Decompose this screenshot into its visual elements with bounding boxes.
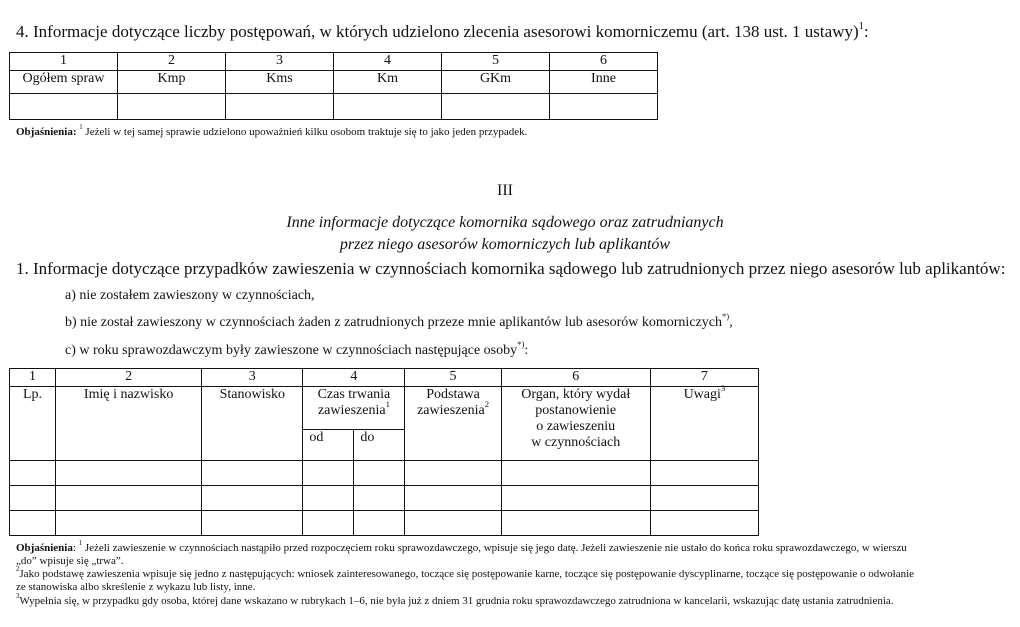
note-text: Jeżeli w tej samej sprawie udzielono upoważnień kilku osobom traktuje się to jako jeden przypadek. — [85, 126, 528, 138]
note-3-sup: 3 — [16, 593, 20, 601]
col-number: 2 — [118, 53, 226, 71]
input-cell[interactable] — [405, 461, 501, 486]
note-1-sup: 1 — [78, 540, 83, 548]
input-cell[interactable] — [56, 486, 202, 511]
input-cell-km[interactable] — [334, 94, 442, 120]
input-cell[interactable] — [56, 511, 202, 536]
suspensions-table — [9, 368, 759, 536]
header-organ-line-1: Organ, który wydał — [521, 387, 631, 402]
notes-label-colon: : — [72, 542, 76, 554]
header-to: do — [354, 430, 405, 461]
input-cell[interactable] — [354, 511, 405, 536]
header-kms: Kms — [226, 71, 334, 94]
section-4-heading-text: 4. Informacje dotyczące liczby postępowań, w których udzielono zlecenia asesorowi komorniczemu (art. 138 ust. 1 ustawy) — [16, 22, 859, 41]
header-basis-sup: 2 — [484, 399, 490, 410]
header-basis-line-1: Podstawa — [426, 387, 480, 402]
section-subtitle-line-1: Inne informacje dotyczące komornika sądowego oraz zatrudnianych — [286, 214, 724, 231]
input-cell-other[interactable] — [550, 94, 658, 120]
option-a: a) nie zostałem zawieszony w czynnościach, — [65, 288, 315, 303]
input-cell[interactable] — [501, 511, 650, 536]
input-row — [10, 94, 658, 120]
input-row — [10, 461, 759, 486]
header-duration-line-2 — [303, 399, 404, 419]
col-number: 1 — [10, 53, 118, 71]
option-c-text: c) w roku sprawozdawczym były zawieszone w czynnościach następujące osoby — [65, 343, 518, 358]
header-remarks — [650, 383, 758, 461]
column-number-row — [10, 369, 759, 387]
heading-colon: : — [863, 22, 869, 41]
input-cell[interactable] — [10, 511, 56, 536]
input-cell[interactable] — [650, 511, 758, 536]
header-duration-line-1: Czas trwania — [317, 387, 391, 402]
input-cell[interactable] — [202, 511, 303, 536]
table-2-note-2 — [16, 568, 914, 581]
suspension-heading: 1. Informacje dotyczące przypadków zawieszenia w czynnościach komornika sądowego lub zatrudnionych przez niego asesorów lub aplikantów: — [16, 259, 1006, 278]
header-position: Stanowisko — [202, 387, 303, 461]
option-c — [65, 339, 529, 359]
option-c-sup: *) — [517, 339, 525, 350]
note-2-sup: 2 — [16, 566, 20, 574]
col-number: 3 — [202, 369, 303, 387]
header-basis-line-2 — [405, 399, 500, 419]
header-kmp: Kmp — [118, 71, 226, 94]
header-duration-sup: 1 — [385, 399, 390, 410]
header-km: Km — [334, 71, 442, 94]
input-cell[interactable] — [650, 486, 758, 511]
header-duration-line-2-text: zawieszenia — [317, 403, 386, 418]
header-basis — [405, 387, 501, 461]
header-total-cases: Ogółem spraw — [10, 71, 118, 94]
input-cell-total[interactable] — [10, 94, 118, 120]
input-cell[interactable] — [10, 486, 56, 511]
input-cell[interactable] — [303, 461, 354, 486]
col-number: 3 — [226, 53, 334, 71]
col-number: 5 — [442, 53, 550, 71]
input-row — [10, 486, 759, 511]
input-cell[interactable] — [303, 486, 354, 511]
header-organ — [501, 387, 650, 461]
col-number: 1 — [10, 369, 56, 387]
col-number: 7 — [650, 369, 758, 387]
header-organ-line-3: o zawieszeniu — [536, 419, 616, 434]
note-2-text: Jako podstawę zawieszenia wpisuje się jedno z następujących: wniosek zainteresowanego, toczące się postępowanie karne, toczące się postępowanie dyscyplinarne, toczące się postępowanie o odwołanie — [19, 568, 915, 580]
option-b — [65, 311, 733, 331]
header-row — [10, 387, 759, 430]
header-lp: Lp. — [10, 387, 56, 461]
header-basis-line-2-text: zawieszenia — [417, 403, 485, 418]
col-number: 4 — [303, 369, 405, 387]
footnote-ref-1: 1 — [858, 20, 864, 32]
note-3-text: Wypełnia się, w przypadku gdy osoba, której dane wskazano w rubrykach 1–6, nie była już z dniem 31 grudnia roku sprawozdawczego zatrudniona w kancelarii, wskazując datę ustania zatrudnienia. — [19, 595, 894, 607]
col-number: 6 — [501, 369, 650, 387]
header-duration — [303, 387, 405, 430]
input-cell[interactable] — [303, 511, 354, 536]
input-cell[interactable] — [202, 461, 303, 486]
table-1-note — [16, 126, 527, 138]
header-gkm: GKm — [442, 71, 550, 94]
input-cell[interactable] — [405, 511, 501, 536]
header-from: od — [303, 430, 354, 461]
note-1-text: Jeżeli zawieszenie w czynnościach nastąpiło przed rozpoczęciem roku sprawozdawczego, wpisuje się jego datę. Jeżeli zawieszenie nie ustało do końca roku sprawozdawczego, w wierszu — [84, 542, 907, 554]
header-row — [10, 71, 658, 94]
input-row — [10, 511, 759, 536]
header-organ-line-4: w czynnościach — [531, 435, 621, 450]
option-b-text: b) nie został zawieszony w czynnościach żaden z zatrudnionych przeze mnie aplikantów lub asesorów komorniczych — [65, 315, 722, 330]
col-number: 5 — [405, 369, 501, 387]
option-b-tail: , — [729, 315, 733, 330]
input-cell-kms[interactable] — [226, 94, 334, 120]
input-cell[interactable] — [501, 461, 650, 486]
input-cell-kmp[interactable] — [118, 94, 226, 120]
header-name: Imię i nazwisko — [56, 387, 202, 461]
input-cell[interactable] — [202, 486, 303, 511]
table-2-note-2-cont: ze stanowiska albo skreślenie z wykazu lub listy, inne. — [16, 581, 256, 593]
notes-label: Objaśnienia — [16, 542, 73, 554]
input-cell[interactable] — [10, 461, 56, 486]
col-number: 4 — [334, 53, 442, 71]
note-sup: 1 — [79, 124, 83, 132]
option-c-tail: : — [524, 343, 529, 358]
table-2-note-3 — [16, 595, 894, 608]
col-number: 2 — [56, 369, 202, 387]
section-roman-numeral: III — [497, 182, 513, 199]
input-cell[interactable] — [405, 486, 501, 511]
header-remarks-text: Uwagi — [683, 387, 721, 402]
input-cell[interactable] — [650, 461, 758, 486]
input-cell-gkm[interactable] — [442, 94, 550, 120]
input-cell[interactable] — [354, 486, 405, 511]
assessor-cases-table — [9, 52, 658, 120]
header-organ-line-2: postanowienie — [535, 403, 617, 418]
table-2-note-1-cont: „do” wpisuje się „trwa”. — [16, 555, 124, 567]
note-label: Objaśnienia: — [16, 126, 77, 138]
input-cell[interactable] — [501, 486, 650, 511]
header-remarks-sup: 3 — [720, 383, 726, 394]
column-number-row — [10, 53, 658, 71]
section-subtitle-line-2: przez niego asesorów komorniczych lub aplikantów — [339, 236, 671, 253]
input-cell[interactable] — [56, 461, 202, 486]
header-other: Inne — [550, 71, 658, 94]
col-number: 6 — [550, 53, 658, 71]
table-2-note-1 — [16, 542, 907, 555]
input-cell[interactable] — [354, 461, 405, 486]
section-4-heading — [16, 22, 869, 42]
option-b-sup: *) — [721, 311, 730, 322]
